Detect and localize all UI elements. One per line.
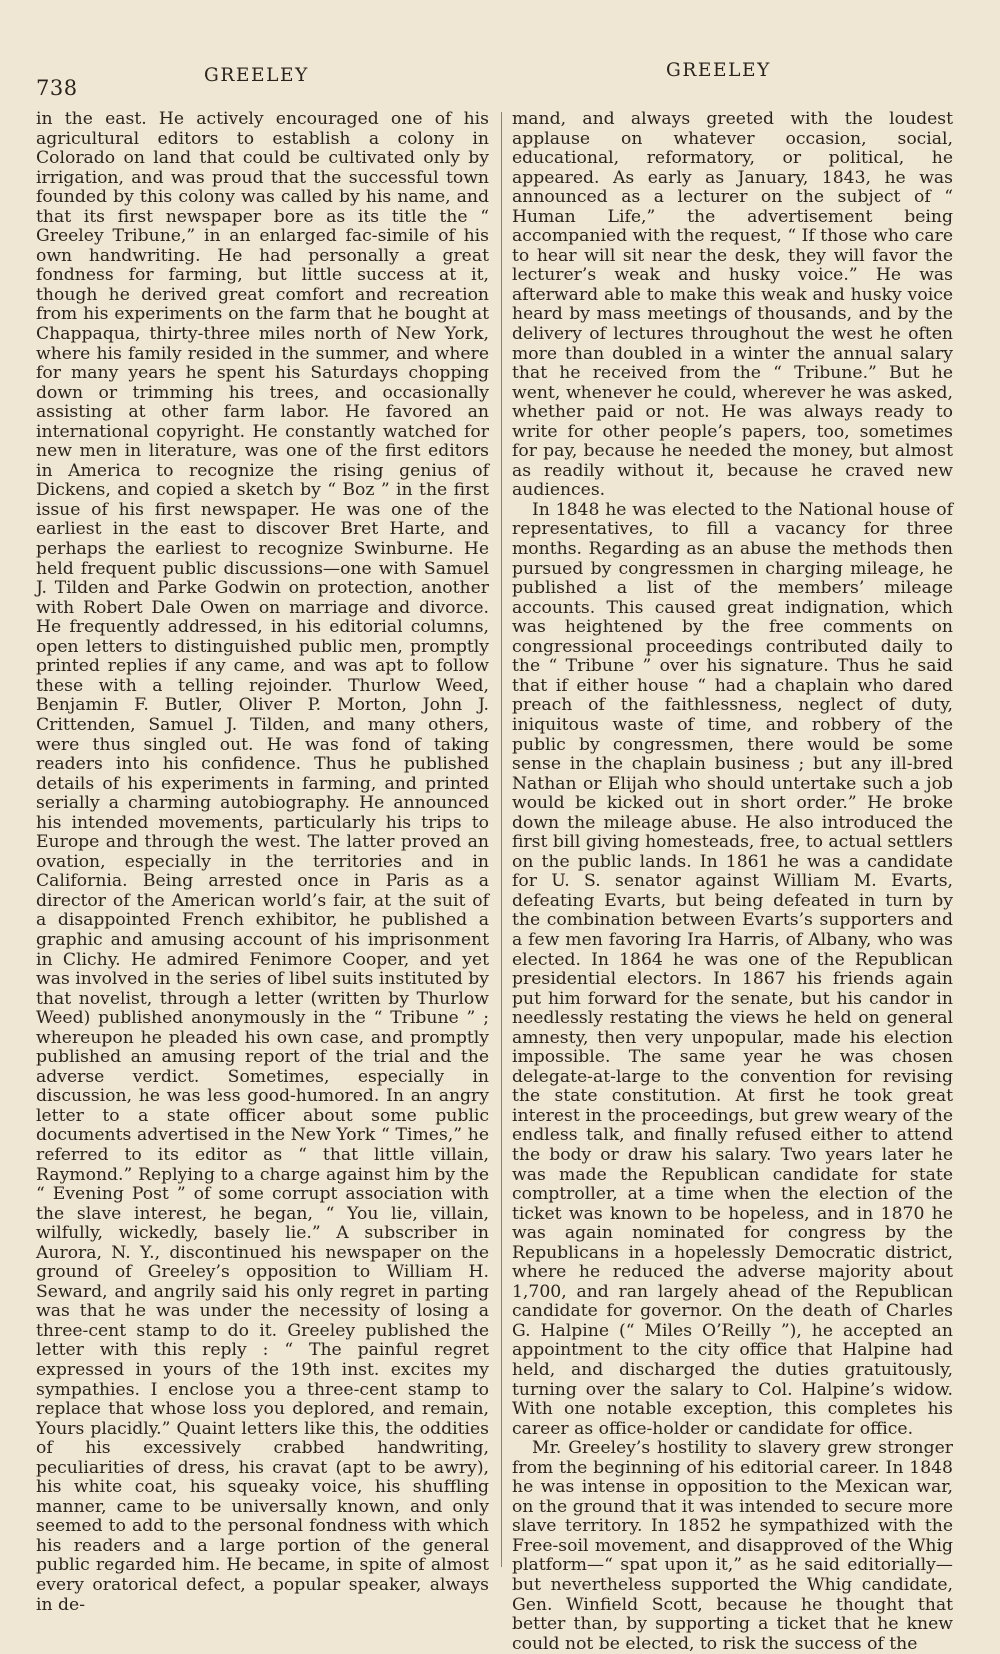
paragraph: mand, and always greeted with the loudest applause on whatever occasion, social, educational, reformatory, or political, he appeared. As early as January, 1843, he was announced as a lecturer on the subject of “ Human Life,” the advertisement being accompanied with the request, “ If those who care to hear will sit near the desk, they will favor the lecturer’s weak and husky voice.” He was afterward able to make this weak and husky voice heard by mass meetings of thousands, and by the delivery of lectures throughout the west he often more than doubled in a winter the annual salary that he received from the “ Tribune.” But he went, whenever he could, wherever he was asked, whether paid or not. He was always ready to write for other people’s papers, too, sometimes for pay, because he needed the money, but almost as readily without it, because he craved new audiences. xyxy=(512,109,953,501)
page-header xyxy=(36,58,970,110)
column-divider xyxy=(501,112,502,1567)
paragraph: In 1848 he was elected to the National house of representatives, to fill a vacancy for three months. Regarding as an abuse the methods then pursued by congressmen in charging mileage, he published a list of the members’ mileage accounts. This caused great indignation, which was heightened by the free comments on congressional proceedings contributed daily to the “ Tribune ” over his signature. Thus he said that if either house “ had a chaplain who dared preach of the faithlessness, neglect of duty, iniquitous waste of time, and robbery of the public by congressmen, there would be some sense in the chaplain business ; but any ill-bred Nathan or Elijah who should untertake such a job would be kicked out in short order.” He broke down the mileage abuse. He also introduced the first bill giving homesteads, free, to actual settlers on the public lands. In 1861 he was a candidate for U. S. senator against William M. Evarts, defeating Evarts, but being defeated in turn by the combination between Evarts’s supporters and a few men favoring Ira Harris, of Albany, who was elected. In 1864 he was one of the Republican presidential electors. In 1867 his friends again put him forward for the senate, but his candor in needlessly restating the views he held on general amnesty, then very unpopular, made his election impossible. The same year he was chosen delegate-at-large to the convention for revising the state constitution. At first he took great interest in the proceedings, but grew weary of the endless talk, and finally refused either to attend the body or draw his salary. Two years later he was made the Republican candidate for state comptroller, at a time when the election of the ticket was known to be hopeless, and in 1870 he was again nominated for congress by the Republicans in a hopelessly Democratic district, where he reduced the adverse majority about 1,700, and ran largely ahead of the Republican candidate for governor. On the death of Charles G. Halpine (“ Miles O’Reilly ”), he accepted an appointment to the city office that Halpine had held, and discharged the duties gratuitously, turning over the salary to Col. Halpine’s widow. With one notable exception, this completes his career as office-holder or candidate for office. xyxy=(512,499,953,1439)
right-column xyxy=(512,110,953,1654)
left-column xyxy=(36,110,489,1654)
running-head-left: GREELEY xyxy=(204,65,309,86)
running-head-right: GREELEY xyxy=(666,60,771,81)
page-number: 738 xyxy=(36,76,78,100)
paragraph: Mr. Greeley’s hostility to slavery grew stronger from the beginning of his editorial career. In 1848 he was intense in opposition to the Mexican war, on the ground that it was intended to secure more slave territory. In 1852 he sympathized with the Free-soil movement, and disapproved of the Whig platform—“ spat upon it,” as he said editorially—but nevertheless supported the Whig candidate, Gen. Winfield Scott, because he thought that better than, by supporting a ticket that he knew could not be elected, to risk the success of the xyxy=(512,1438,953,1654)
paragraph: in the east. He actively encouraged one of his agricultural editors to establish a colony in Colorado on land that could be cultivated only by irrigation, and was proud that the successful town founded by this colony was called by his name, and that its first newspaper bore as its title the “ Greeley Tribune,” in an enlarged fac-simile of his own handwriting. He had personally a great fondness for farming, but little success at it, though he derived great comfort and recreation from his experiments on the farm that he bought at Chappaqua, thirty-three miles north of New York, where his family resided in the summer, and where for many years he spent his Saturdays chopping down or trimming his trees, and occasionally assisting at other farm labor. He favored an international copyright. He constantly watched for new men in literature, was one of the first editors in America to recognize the rising genius of Dickens, and copied a sketch by “ Boz ” in the first issue of his first newspaper. He was one of the earliest in the east to discover Bret Harte, and perhaps the earliest to recognize Swinburne. He held frequent public discussions—one with Samuel J. Tilden and Parke Godwin on protection, another with Robert Dale Owen on marriage and divorce. He frequently addressed, in his editorial columns, open letters to distinguished public men, promptly printed replies if any came, and was apt to follow these with a telling rejoinder. Thurlow Weed, Benjamin F. Butler, Oliver P. Morton, John J. Crittenden, Samuel J. Tilden, and many others, were thus singled out. He was fond of taking readers into his confidence. Thus he published details of his experiments in farming, and printed serially a charming autobiography. He announced his intended movements, particularly his trips to Europe and through the west. The latter proved an ovation, especially in the territories and in California. Being arrested once in Paris as a director of the American world’s fair, at the suit of a disappointed French exhibitor, he published a graphic and amusing account of his imprisonment in Clichy. He admired Fenimore Cooper, and yet was involved in the series of libel suits instituted by that novelist, through a letter (written by Thurlow Weed) published anonymously in the “ Tribune ” ; whereupon he pleaded his own case, and promptly published an amusing report of the trial and the adverse verdict. Sometimes, especially in discussion, he was less good-humored. In an angry letter to a state officer about some public documents advertised in the New York “ Times,” he referred to its editor as “ that little villain, Raymond.” Replying to a charge against him by the “ Evening Post ” of some corrupt association with the slave interest, he began, “ You lie, villain, wilfully, wickedly, basely lie.” A subscriber in Aurora, N. Y., discontinued his newspaper on the ground of Greeley’s opposition to William H. Seward, and angrily said his only regret in parting was that he was under the necessity of losing a three-cent stamp to do it. Greeley published the letter with this reply : “ The painful regret expressed in yours of the 19th inst. excites my sympathies. I enclose you a three-cent stamp to replace that whose loss you deplored, and remain, Yours placidly.” Quaint letters like this, the oddities of his excessively crabbed handwriting, peculiarities of dress, his cravat (apt to be awry), his white coat, his squeaky voice, his shuffling manner, came to be universally known, and only seemed to add to the personal fondness with which his readers and a large portion of the general public regarded him. He became, in spite of almost every oratorical defect, a popular speaker, always in de- xyxy=(36,109,489,1615)
text-columns xyxy=(36,110,970,1654)
